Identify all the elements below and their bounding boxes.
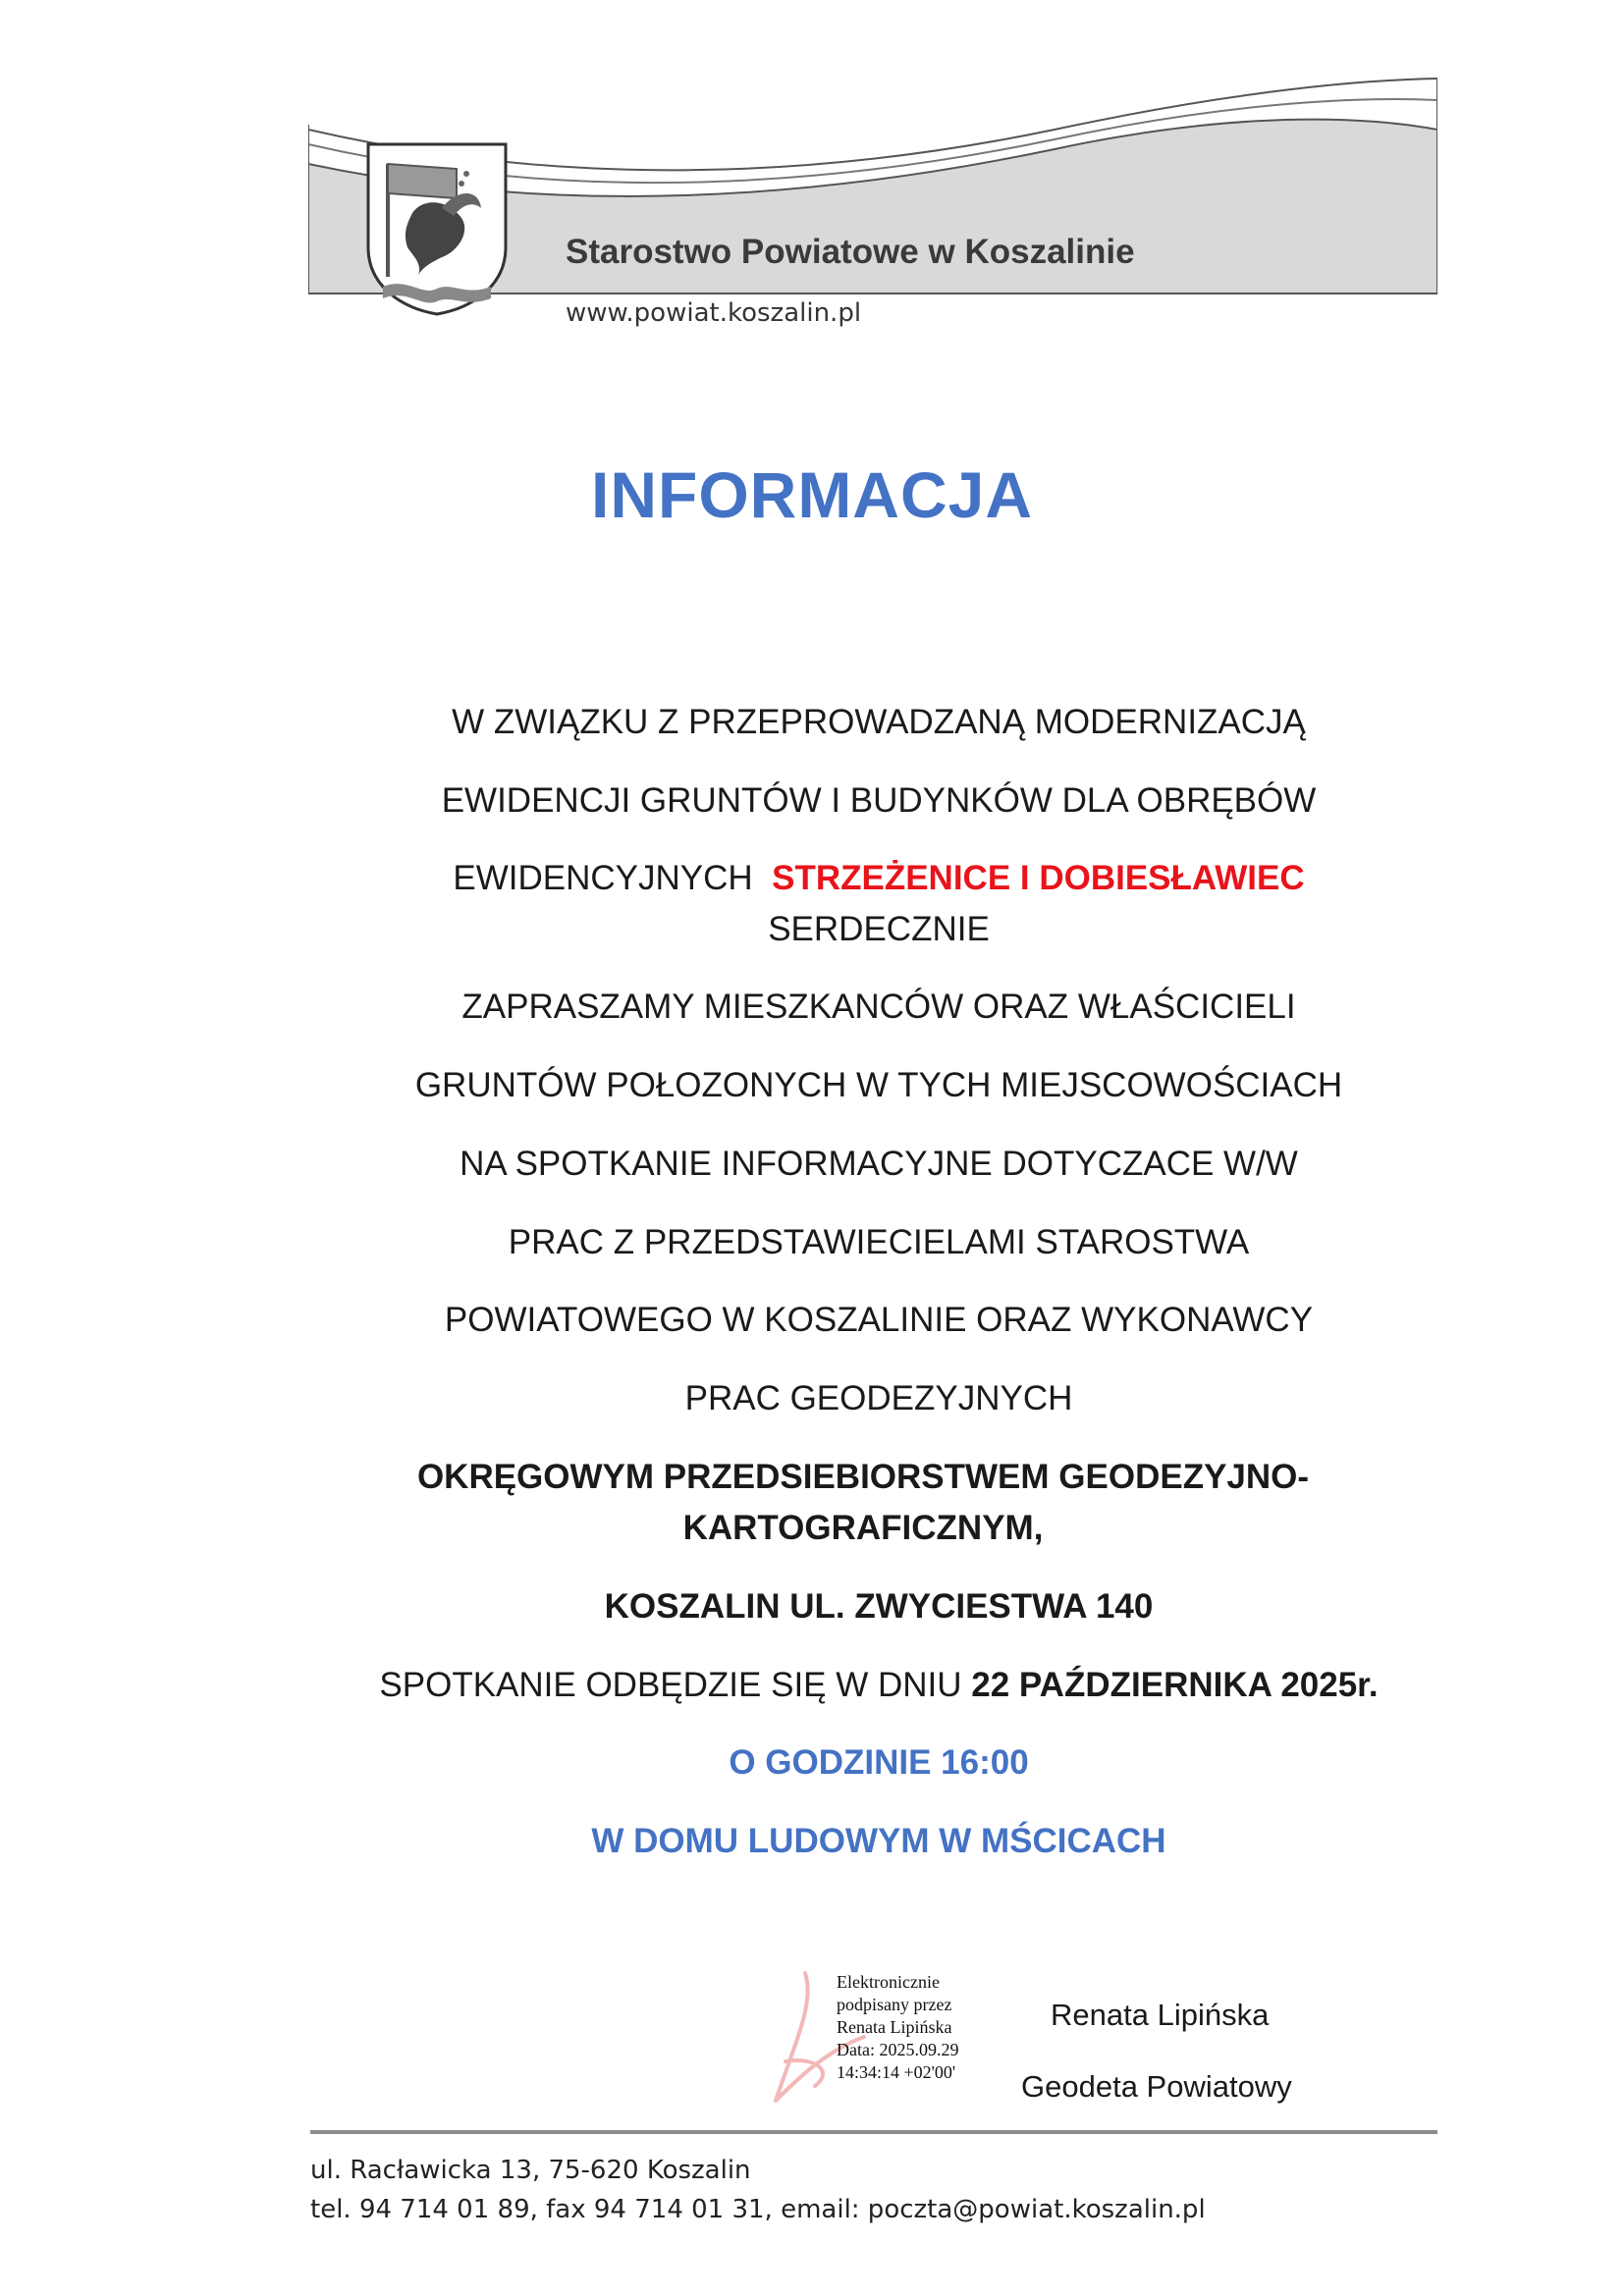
page-title: INFORMACJA: [591, 458, 1033, 531]
body-line-9: POWIATOWEGO W KOSZALINIE ORAZ WYKONAWCY: [444, 1301, 1314, 1339]
meeting-time: O GODZINIE 16:00: [729, 1743, 1029, 1782]
signer-role: Geodeta Powiatowy: [1021, 2069, 1292, 2104]
meeting-date-line: [245, 1666, 1512, 1705]
body-line-7: NA SPOTKANIE INFORMACYJNE DOTYCZACE W/W: [460, 1145, 1298, 1183]
body-line-10: PRAC GEODEZYJNYCH: [684, 1379, 1073, 1417]
body-line-3: [245, 859, 1512, 898]
footer-divider: [310, 2130, 1437, 2134]
organization-url[interactable]: www.powiat.koszalin.pl: [566, 298, 862, 328]
meeting-date: 22 PAŹDZIERNIKA 2025r.: [971, 1666, 1379, 1704]
footer-address: ul. Racławicka 13, 75-620 Koszalin: [310, 2156, 751, 2185]
footer-contact: tel. 94 714 01 89, fax 94 714 01 31, email: poczta@powiat.koszalin.pl: [310, 2195, 1206, 2224]
body-line-5: ZAPRASZAMY MIESZKANCÓW ORAZ WŁAŚCICIELI: [461, 988, 1296, 1026]
coat-of-arms-icon: [363, 139, 511, 316]
letterhead: [308, 71, 1437, 336]
signer-name: Renata Lipińska: [1051, 1998, 1270, 2032]
body-line-8: PRAC Z PRZEDSTAWIECIELAMI STAROSTWA: [508, 1223, 1250, 1261]
meeting-prefix: SPOTKANIE ODBĘDZIE SIĘ W DNIU: [379, 1666, 962, 1704]
body-line-6: GRUNTÓW POŁOZONYCH W TYCH MIEJSCOWOŚCIACH: [414, 1066, 1343, 1104]
body-line-1: W ZWIĄZKU Z PRZEPROWADZANĄ MODERNIZACJĄ: [452, 703, 1306, 741]
electronic-signature-info: Elektronicznie podpisany przez Renata Lipińska Data: 2025.09.29 14:34:14 +02'00': [837, 1972, 959, 2082]
body-line-3-prefix: EWIDENCYJNYCH: [453, 859, 753, 897]
company-name-line-2: KARTOGRAFICZNYM,: [682, 1509, 1044, 1547]
meeting-place: W DOMU LUDOWYM W MŚCICACH: [591, 1822, 1166, 1860]
company-address: KOSZALIN UL. ZWYCIESTWA 140: [604, 1587, 1154, 1626]
organization-name: Starostwo Powiatowe w Koszalinie: [566, 233, 1135, 271]
body-line-2: EWIDENCJI GRUNTÓW I BUDYNKÓW DLA OBRĘBÓW: [441, 781, 1317, 820]
highlighted-districts: STRZEŻENICE I DOBIESŁAWIEC: [772, 859, 1305, 897]
body-line-4: SERDECZNIE: [768, 910, 990, 948]
company-name-line-1: OKRĘGOWYM PRZEDSIEBIORSTWEM GEODEZYJNO-: [416, 1458, 1310, 1496]
